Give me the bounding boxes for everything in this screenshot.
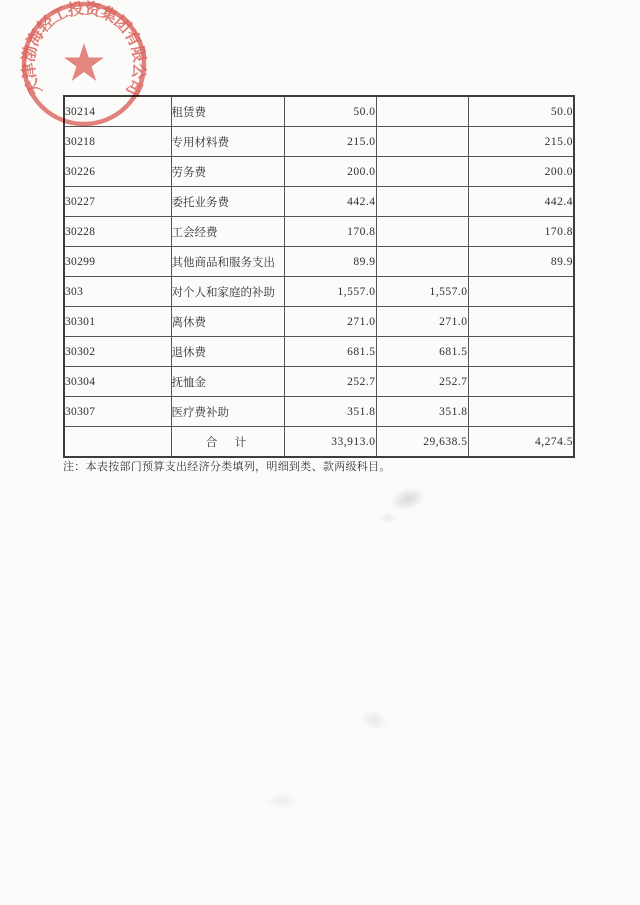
amount-cell-2: 681.5: [376, 337, 468, 367]
table-row: [64, 337, 574, 367]
amount-cell-1: 1,557.0: [284, 277, 376, 307]
code-cell: 30214: [64, 96, 171, 127]
name-cell: 对个人和家庭的补助: [171, 277, 284, 307]
amount-cell-1: 271.0: [284, 307, 376, 337]
amount-cell-1: 252.7: [284, 367, 376, 397]
amount-cell-2: [376, 247, 468, 277]
code-cell: 30299: [64, 247, 171, 277]
name-cell: 合 计: [171, 427, 284, 458]
amount-cell-2: 351.8: [376, 397, 468, 427]
amount-cell-3: [468, 367, 574, 397]
code-cell: 30302: [64, 337, 171, 367]
amount-cell-3: [468, 307, 574, 337]
amount-cell-3: [468, 397, 574, 427]
table-row: [64, 187, 574, 217]
scan-smudge: [266, 793, 298, 808]
name-cell: 离休费: [171, 307, 284, 337]
amount-cell-3: 215.0: [468, 127, 574, 157]
amount-cell-2: [376, 217, 468, 247]
table-row: [64, 367, 574, 397]
name-cell: 工会经费: [171, 217, 284, 247]
amount-cell-3: [468, 337, 574, 367]
scan-smudge: [358, 707, 390, 732]
table-row: [64, 247, 574, 277]
amount-cell-2: [376, 127, 468, 157]
amount-cell-1: 215.0: [284, 127, 376, 157]
name-cell: 其他商品和服务支出: [171, 247, 284, 277]
budget-table: [63, 95, 575, 458]
amount-cell-2: [376, 157, 468, 187]
code-cell: 30228: [64, 217, 171, 247]
amount-cell-3: 170.8: [468, 217, 574, 247]
table-row: [64, 427, 574, 458]
table-row: [64, 217, 574, 247]
amount-cell-1: 200.0: [284, 157, 376, 187]
footnote: 注：本表按部门预算支出经济分类填列，明细到类、款两级科目。: [63, 461, 391, 473]
code-cell: 30226: [64, 157, 171, 187]
code-cell: [64, 427, 171, 458]
table-row: [64, 397, 574, 427]
amount-cell-3: 50.0: [468, 96, 574, 127]
amount-cell-2: [376, 187, 468, 217]
seal-text: 天津渤海轻工投资集团有限公司: [20, 0, 148, 98]
table-row: [64, 157, 574, 187]
amount-cell-3: 442.4: [468, 187, 574, 217]
scan-smudge: [378, 512, 398, 524]
code-cell: 30227: [64, 187, 171, 217]
code-cell: 303: [64, 277, 171, 307]
code-cell: 30304: [64, 367, 171, 397]
name-cell: 专用材料费: [171, 127, 284, 157]
amount-cell-3: [468, 277, 574, 307]
code-cell: 30218: [64, 127, 171, 157]
amount-cell-1: 170.8: [284, 217, 376, 247]
name-cell: 劳务费: [171, 157, 284, 187]
name-cell: 委托业务费: [171, 187, 284, 217]
table-row: [64, 277, 574, 307]
amount-cell-3: 200.0: [468, 157, 574, 187]
amount-cell-1: 681.5: [284, 337, 376, 367]
amount-cell-2: 271.0: [376, 307, 468, 337]
amount-cell-1: 33,913.0: [284, 427, 376, 458]
name-cell: 抚恤金: [171, 367, 284, 397]
amount-cell-2: 29,638.5: [376, 427, 468, 458]
code-cell: 30307: [64, 397, 171, 427]
amount-cell-1: 50.0: [284, 96, 376, 127]
table-body: [64, 96, 574, 457]
amount-cell-2: 1,557.0: [376, 277, 468, 307]
scan-smudge: [387, 483, 428, 515]
name-cell: 租赁费: [171, 96, 284, 127]
code-cell: 30301: [64, 307, 171, 337]
amount-cell-2: [376, 96, 468, 127]
amount-cell-1: 89.9: [284, 247, 376, 277]
amount-cell-2: 252.7: [376, 367, 468, 397]
amount-cell-3: 89.9: [468, 247, 574, 277]
name-cell: 退休费: [171, 337, 284, 367]
amount-cell-1: 442.4: [284, 187, 376, 217]
company-seal-stamp: [9, 0, 159, 139]
table-row: [64, 307, 574, 337]
amount-cell-3: 4,274.5: [468, 427, 574, 458]
seal-star-icon: [64, 43, 104, 81]
name-cell: 医疗费补助: [171, 397, 284, 427]
amount-cell-1: 351.8: [284, 397, 376, 427]
